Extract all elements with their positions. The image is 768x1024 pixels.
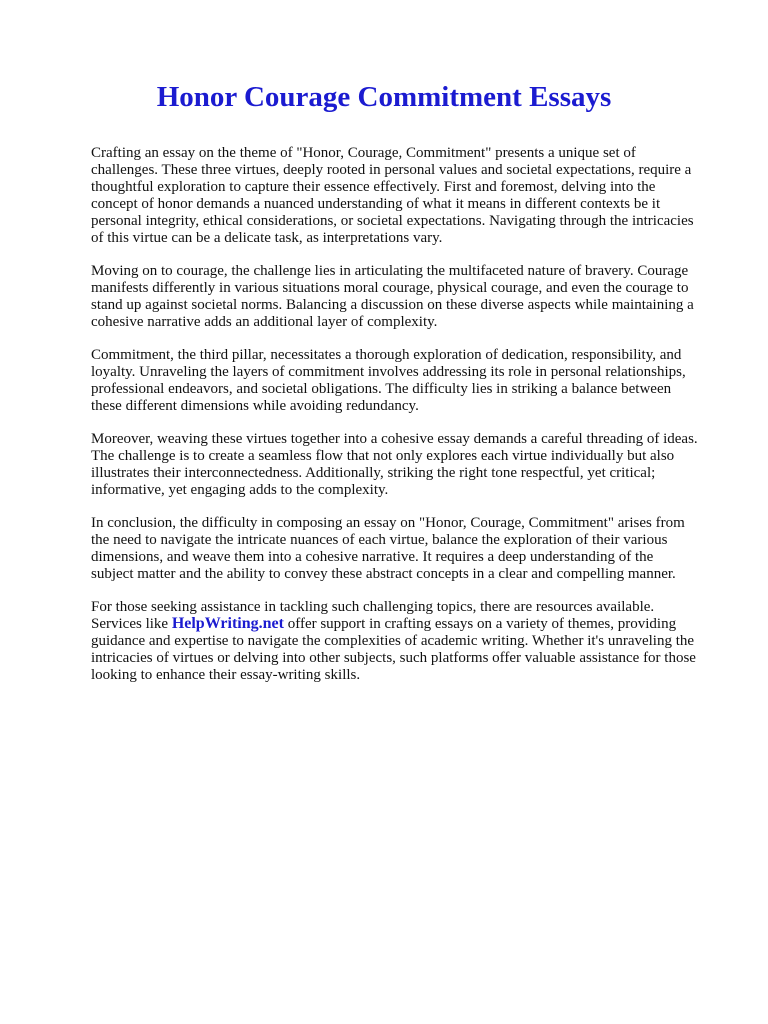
paragraph-conclusion: In conclusion, the difficulty in composing an essay on "Honor, Courage, Commitment" arises from the need to navigate the intricate nuances of each virtue, balance the exploration of their various dimensions, and weave them into a cohesive narrative. It requires a deep understanding of the subject matter and the ability to convey these abstract concepts in a clear and compelling manner. [91, 515, 685, 583]
paragraph-resources [91, 599, 731, 684]
helpwriting-link[interactable]: HelpWriting.net [171, 615, 284, 633]
resources-text-after-link: offer support in crafting essays on a variety of themes, providing guidance and expertise to navigate the complexities of academic writing. Whether it's unraveling the intricacies of virtues or delving into other subjects, such platforms offer valuable assistance for those looking to enhance their essay-writing skills. [91, 616, 696, 684]
paragraph-commitment: Commitment, the third pillar, necessitates a thorough exploration of dedication, responsibility, and loyalty. Unraveling the layers of commitment involves addressing its role in personal relationships, professional endeavors, and societal obligations. The difficulty lies in striking a balance between these different dimensions while avoiding redundancy. [91, 347, 686, 414]
resources-text-before-link: For those seeking assistance in tackling such challenging topics, there are resources available. Services like [91, 599, 655, 633]
paragraph-weaving: Moreover, weaving these virtues together into a cohesive essay demands a careful threading of ideas. The challenge is to create a seamless flow that not only explores each virtue individually but also illustrates their interconnectedness. Additionally, striking the right tone respectful, yet critical; informative, yet engaging adds to the complexity. [91, 431, 698, 498]
page-title: Honor Courage Commitment Essays [156, 81, 612, 113]
paragraph-courage: Moving on to courage, the challenge lies in articulating the multifaceted nature of bravery. Courage manifests differently in various situations moral courage, physical courage, and even the courage to stand up against societal norms. Balancing a discussion on these diverse aspects while maintaining a cohesive narrative adds an additional layer of complexity. [91, 262, 694, 330]
essay-body [91, 145, 731, 700]
paragraph-honor: Crafting an essay on the theme of "Honor, Courage, Commitment" presents a unique set of challenges. These three virtues, deeply rooted in personal values and societal expectations, require a thoughtful exploration to capture their essence effectively. First and foremost, delving into the concept of honor demands a nuanced understanding of what it means in different contexts be it personal integrity, ethical considerations, or societal expectations. Navigating through the intricacies of this virtue can be a delicate task, as interpretations vary. [91, 145, 694, 246]
